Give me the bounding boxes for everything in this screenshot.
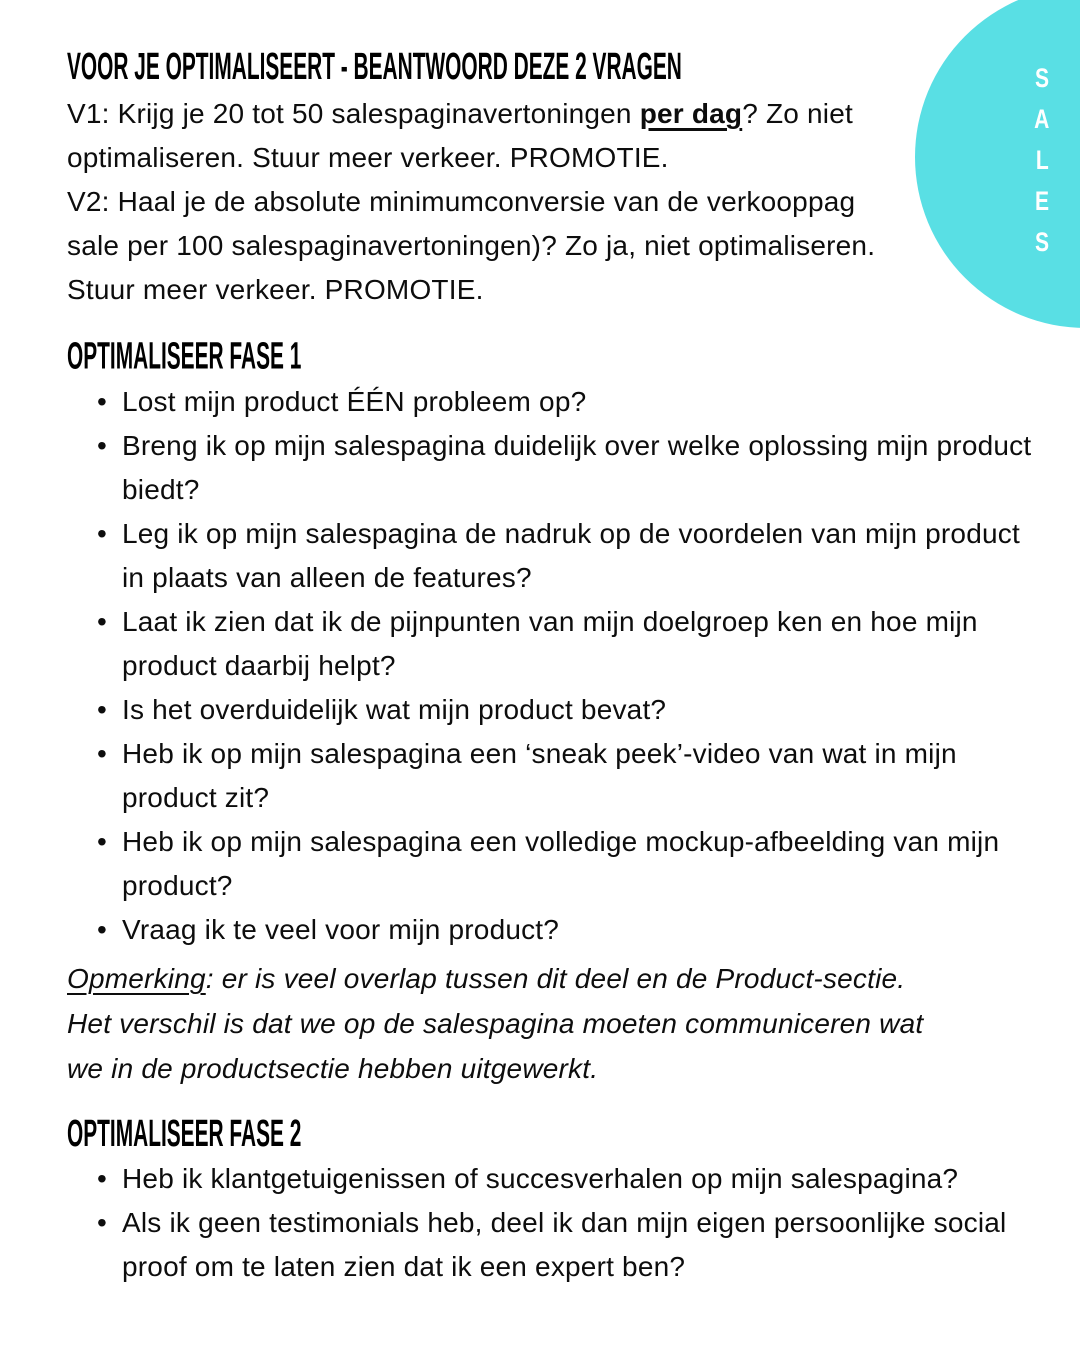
checklist-item [95, 688, 1045, 732]
note-opmerking-label: Opmerking [67, 963, 206, 994]
checklist-item [95, 732, 1045, 820]
checklist-item-text: Laat ik zien dat ik de pijnpunten van mijn doelgroep ken en hoe mijn product daarbij helpt? [122, 606, 978, 681]
v2-question-line2: sale per 100 salespaginavertoningen)? Zo ja, niet optimaliseren. [67, 230, 876, 261]
sales-badge-text [1020, 58, 1064, 263]
note-line3: we in de productsectie hebben uitgewerkt. [67, 1053, 599, 1084]
fase1-note [67, 956, 1042, 1091]
v1-question-line1 [67, 92, 1042, 136]
checklist-item [95, 512, 1045, 600]
fase2-checklist [95, 1157, 1045, 1289]
checklist-item [95, 1157, 1045, 1201]
checklist-item-text: Heb ik klantgetuigenissen of succesverhalen op mijn salespagina? [122, 1163, 959, 1194]
checklist-item-text: Als ik geen testimonials heb, deel ik dan mijn eigen persoonlijke social proof om te laten zien dat ik een expert ben? [122, 1207, 1007, 1282]
note-line1 [67, 963, 905, 994]
v2-question-line1: V2: Haal je de absolute minimumconversie van de verkooppag [67, 186, 856, 217]
intro-paragraph [67, 92, 1042, 312]
checklist-item [95, 424, 1045, 512]
checklist-item-text: Lost mijn product ÉÉN probleem op? [122, 386, 587, 417]
fase1-heading: OPTIMALISEER FASE 1 [67, 334, 302, 378]
checklist-item-text: Leg ik op mijn salespagina de nadruk op de voordelen van mijn product in plaats van alleen de features? [122, 518, 1020, 593]
v1-text-suffix: ? Zo niet [742, 98, 853, 129]
checklist-item [95, 908, 1045, 952]
badge-letter: S [1034, 63, 1050, 93]
badge-letter: A [1034, 104, 1050, 134]
v1-question-line2: optimaliseren. Stuur meer verkeer. PROMOTIE. [67, 142, 669, 173]
badge-letter: L [1035, 145, 1049, 175]
fase1-checklist [95, 380, 1045, 952]
v1-text-prefix: V1: Krijg je 20 tot 50 salespaginavertoningen [67, 98, 640, 129]
note-line1-rest: : er is veel overlap tussen dit deel en de Product-sectie. [205, 963, 906, 994]
fase2-heading: OPTIMALISEER FASE 2 [67, 1111, 302, 1155]
checklist-item [95, 600, 1045, 688]
checklist-item [95, 380, 1045, 424]
checklist-item-text: Is het overduidelijk wat mijn product bevat? [122, 694, 667, 725]
checklist-item-text: Vraag ik te veel voor mijn product? [122, 914, 560, 945]
checklist-item-text: Heb ik op mijn salespagina een volledige mockup-afbeelding van mijn product? [122, 826, 1000, 901]
v2-question-line3: Stuur meer verkeer. PROMOTIE. [67, 274, 484, 305]
checklist-item [95, 1201, 1045, 1289]
checklist-item-text: Heb ik op mijn salespagina een ‘sneak peek’-video van wat in mijn product zit? [122, 738, 957, 813]
checklist-item [95, 820, 1045, 908]
note-line2: Het verschil is dat we op de salespagina moeten communiceren wat [67, 1008, 924, 1039]
per-dag-emphasis: per dag [639, 98, 743, 129]
checklist-item-text: Breng ik op mijn salespagina duidelijk over welke oplossing mijn product biedt? [122, 430, 1032, 505]
badge-letter: E [1034, 186, 1050, 216]
badge-letter: S [1034, 227, 1050, 257]
intro-heading: VOOR JE OPTIMALISEERT - BEANTWOORD DEZE 2 VRAGEN [67, 44, 682, 88]
